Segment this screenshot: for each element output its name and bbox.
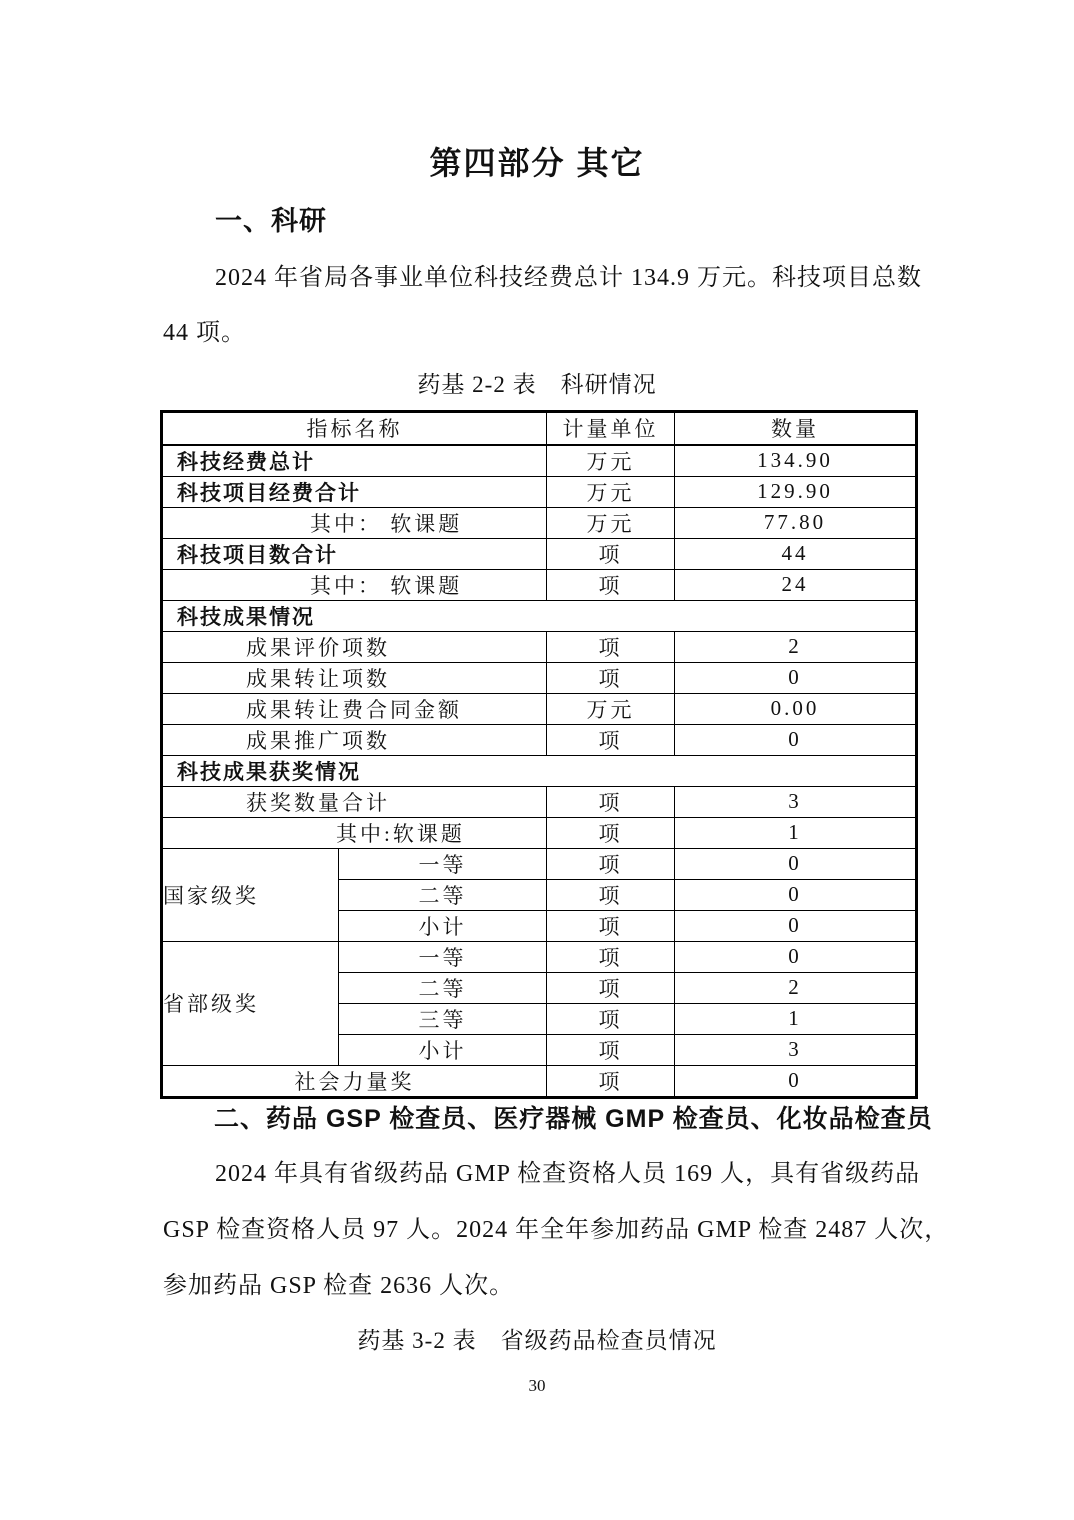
cell-section-title: 科技成果情况 — [162, 600, 917, 631]
cell-unit: 项 — [547, 538, 675, 569]
table-section-row — [162, 600, 917, 631]
cell-unit: 万元 — [547, 507, 675, 538]
table-row — [162, 476, 917, 507]
table-row — [162, 848, 917, 879]
cell-unit: 项 — [547, 662, 675, 693]
cell-indicator: 其中： 软课题 — [162, 569, 547, 600]
cell-indicator: 成果评价项数 — [162, 631, 547, 662]
cell-unit: 项 — [547, 1065, 675, 1097]
cell-unit: 项 — [547, 879, 675, 910]
cell-indicator: 成果推广项数 — [162, 724, 547, 755]
cell-qty: 2 — [675, 631, 917, 662]
cell-unit: 项 — [547, 724, 675, 755]
table-row — [162, 817, 917, 848]
cell-unit: 项 — [547, 941, 675, 972]
cell-qty: 129.90 — [675, 476, 917, 507]
table-section-row — [162, 755, 917, 786]
cell-unit: 万元 — [547, 445, 675, 477]
cell-qty: 1 — [675, 1003, 917, 1034]
research-table — [160, 410, 918, 1099]
cell-qty: 24 — [675, 569, 917, 600]
cell-indicator: 成果转让项数 — [162, 662, 547, 693]
cell-qty: 0 — [675, 662, 917, 693]
cell-qty: 2 — [675, 972, 917, 1003]
cell-indicator: 获奖数量合计 — [162, 786, 547, 817]
table-row — [162, 941, 917, 972]
cell-unit: 项 — [547, 1003, 675, 1034]
paragraph-line: 2024 年省局各事业单位科技经费总计 134.9 万元。科技项目总数 — [215, 265, 922, 291]
cell-award-group: 国家级奖 — [162, 848, 339, 941]
cell-unit: 项 — [547, 569, 675, 600]
cell-unit: 项 — [547, 817, 675, 848]
cell-qty: 1 — [675, 817, 917, 848]
section-2-heading: 二、药品 GSP 检查员、医疗器械 GMP 检查员、化妆品检查员 — [214, 1105, 933, 1133]
cell-unit: 万元 — [547, 693, 675, 724]
table-row — [162, 445, 917, 477]
page-title: 第四部分 其它 — [429, 145, 645, 181]
cell-qty: 0 — [675, 941, 917, 972]
cell-indicator: 社会力量奖 — [162, 1065, 547, 1097]
cell-indicator: 科技项目经费合计 — [162, 476, 547, 507]
cell-indicator: 二等 — [339, 972, 547, 1003]
table-row — [162, 786, 917, 817]
cell-indicator: 小计 — [339, 1034, 547, 1065]
paragraph-line: 44 项。 — [163, 320, 246, 346]
table-row — [162, 538, 917, 569]
table-2-caption: 药基 3-2 表 省级药品检查员情况 — [357, 1328, 717, 1353]
cell-qty: 0 — [675, 910, 917, 941]
cell-unit: 项 — [547, 786, 675, 817]
cell-indicator: 小计 — [339, 910, 547, 941]
cell-section-title: 科技成果获奖情况 — [162, 755, 917, 786]
cell-indicator: 一等 — [339, 848, 547, 879]
table-row — [162, 724, 917, 755]
cell-unit: 项 — [547, 1034, 675, 1065]
cell-qty: 0 — [675, 1065, 917, 1097]
cell-qty: 3 — [675, 786, 917, 817]
cell-unit: 项 — [547, 910, 675, 941]
cell-indicator: 一等 — [339, 941, 547, 972]
section-1-heading: 一、科研 — [215, 206, 327, 236]
paragraph-line: 2024 年具有省级药品 GMP 检查资格人员 169 人，具有省级药品 — [215, 1161, 921, 1187]
cell-indicator: 科技项目数合计 — [162, 538, 547, 569]
cell-indicator: 成果转让费合同金额 — [162, 693, 547, 724]
page-number: 30 — [528, 1376, 546, 1395]
header-indicator: 指标名称 — [162, 412, 547, 445]
table-row — [162, 569, 917, 600]
cell-qty: 0 — [675, 848, 917, 879]
table-row — [162, 507, 917, 538]
header-qty: 数量 — [675, 412, 917, 445]
cell-qty: 3 — [675, 1034, 917, 1065]
cell-indicator: 其中： 软课题 — [162, 507, 547, 538]
cell-qty: 134.90 — [675, 445, 917, 477]
table-row — [162, 662, 917, 693]
cell-award-group: 省部级奖 — [162, 941, 339, 1065]
table-row — [162, 631, 917, 662]
cell-unit: 项 — [547, 848, 675, 879]
table-row — [162, 1065, 917, 1097]
cell-qty: 77.80 — [675, 507, 917, 538]
table-1-caption: 药基 2-2 表 科研情况 — [417, 372, 657, 397]
paragraph-line: GSP 检查资格人员 97 人。2024 年全年参加药品 GMP 检查 2487 人次， — [163, 1217, 950, 1243]
cell-qty: 0 — [675, 879, 917, 910]
cell-indicator: 其中:软课题 — [162, 817, 547, 848]
paragraph-line: 参加药品 GSP 检查 2636 人次。 — [163, 1273, 515, 1299]
cell-unit: 项 — [547, 631, 675, 662]
cell-unit: 项 — [547, 972, 675, 1003]
cell-indicator: 科技经费总计 — [162, 445, 547, 477]
cell-indicator: 三等 — [339, 1003, 547, 1034]
table-row — [162, 693, 917, 724]
cell-indicator: 二等 — [339, 879, 547, 910]
table-header-row — [162, 412, 917, 445]
cell-qty: 0.00 — [675, 693, 917, 724]
cell-qty: 0 — [675, 724, 917, 755]
cell-qty: 44 — [675, 538, 917, 569]
cell-unit: 万元 — [547, 476, 675, 507]
header-unit: 计量单位 — [547, 412, 675, 445]
